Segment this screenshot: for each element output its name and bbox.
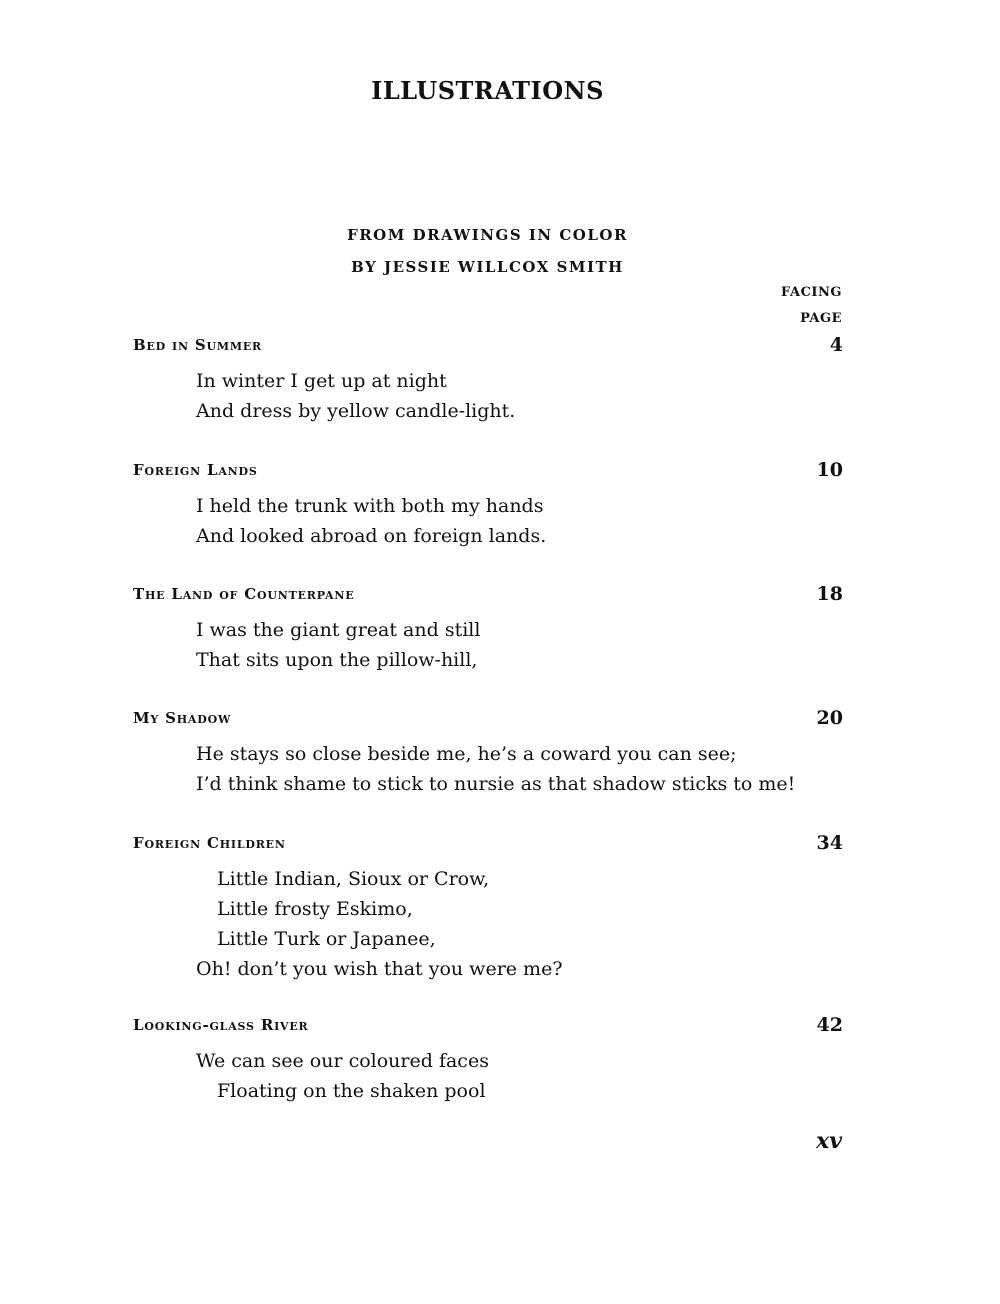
page-label: PAGE xyxy=(800,311,842,326)
entry-title: The Land of Counterpane xyxy=(133,585,355,603)
facing-label: FACING xyxy=(781,285,842,300)
verse-line: We can see our coloured faces xyxy=(196,1050,489,1072)
illustration-entry xyxy=(133,461,843,551)
verse-line: That sits upon the pillow-hill, xyxy=(196,649,478,671)
illustration-entry xyxy=(133,585,843,675)
subtitle-line-2: BY JESSIE WILLCOX SMITH xyxy=(351,258,624,276)
verse-line: I was the giant great and still xyxy=(196,619,481,641)
page-title: ILLUSTRATIONS xyxy=(371,76,604,105)
verse-line: Little Turk or Japanee, xyxy=(217,928,436,950)
entry-page-number: 20 xyxy=(816,707,843,729)
entry-page-number: 42 xyxy=(816,1014,843,1036)
verse-line: And dress by yellow candle-light. xyxy=(196,400,516,422)
entry-title: Foreign Lands xyxy=(133,461,258,479)
entry-page-number: 10 xyxy=(816,459,843,481)
entry-page-number: 4 xyxy=(829,334,843,356)
entry-title: Foreign Children xyxy=(133,834,286,852)
page-folio: xv xyxy=(816,1128,842,1154)
verse-line: He stays so close beside me, he’s a coward you can see; xyxy=(196,743,737,765)
entry-page-number: 34 xyxy=(816,832,843,854)
verse-line: I held the trunk with both my hands xyxy=(196,495,544,517)
verse-line: Little frosty Eskimo, xyxy=(217,898,413,920)
verse-line: In winter I get up at night xyxy=(196,370,447,392)
verse-line: And looked abroad on foreign lands. xyxy=(196,525,547,547)
subtitle-line-1: FROM DRAWINGS IN COLOR xyxy=(347,226,628,244)
verse-line: I’d think shame to stick to nursie as that shadow sticks to me! xyxy=(196,773,796,795)
illustration-entry xyxy=(133,336,843,426)
verse-line: Floating on the shaken pool xyxy=(217,1080,486,1102)
illustration-entry xyxy=(133,834,843,984)
entry-title: Looking-glass River xyxy=(133,1016,309,1034)
verse-line: Oh! don’t you wish that you were me? xyxy=(196,958,563,980)
illustration-entry xyxy=(133,1016,843,1106)
entry-page-number: 18 xyxy=(816,583,843,605)
entry-title: Bed in Summer xyxy=(133,336,262,354)
entry-title: My Shadow xyxy=(133,709,232,727)
verse-line: Little Indian, Sioux or Crow, xyxy=(217,868,490,890)
illustration-entry xyxy=(133,709,843,799)
